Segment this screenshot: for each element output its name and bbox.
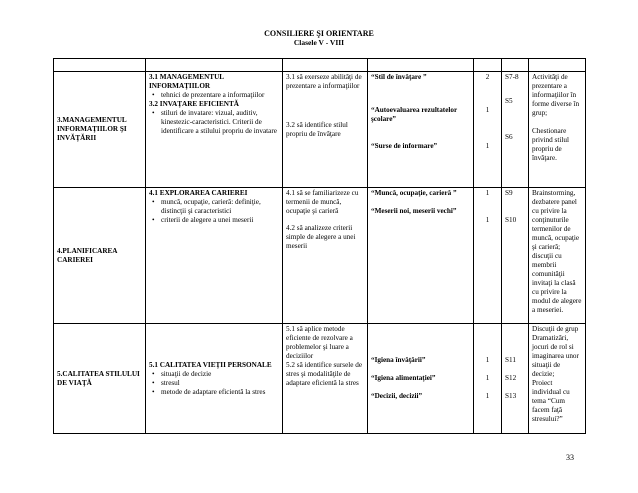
objectives-cell	[283, 188, 368, 324]
week-value: S10	[505, 216, 517, 224]
objective: 5.1 să aplice metode eficiente de rezolvare a problemelor şi luare a deciziilor	[286, 325, 353, 360]
hours-value: 2	[485, 73, 490, 81]
objective: 4.2 să analizeze criterii simple de alegere a unei meserii	[286, 224, 356, 250]
table-row	[54, 324, 586, 434]
list-item: • tehnici de prezentare a informaţiilor	[161, 91, 279, 100]
objective: 3.1 să exerseze abilităţi de prezentare a informaţiilor	[286, 73, 362, 90]
hours-value: 1	[485, 392, 490, 400]
theme: “Meserii noi, meserii vechi”	[371, 207, 457, 215]
unit-title: 4.1 EXPLORAREA CARIEREI	[149, 189, 248, 197]
week-value: S12	[505, 374, 517, 382]
activities-cell	[529, 188, 586, 324]
hours-value: 1	[485, 142, 490, 150]
content-cell	[146, 188, 283, 324]
objectives-cell	[283, 324, 368, 434]
list-item: • criterii de alegere a unei meserii	[161, 216, 279, 225]
content-cell	[146, 72, 283, 188]
hours-value: 1	[485, 216, 490, 224]
list-item: • stiluri de invatare: vizual, auditiv, kinestezic-caracteristici. Criterii de identificare a stilului propriu de invatare	[161, 109, 279, 136]
theme: “Decizii, decizii”	[371, 392, 423, 400]
theme: “Igiena alimentaţiei”	[371, 374, 436, 382]
hours-cell	[474, 72, 502, 188]
list-item: • stresul	[161, 379, 279, 388]
hours-value: 1	[485, 356, 490, 364]
unit-title: 3.2 INVAŢARE EFICIENTĂ	[149, 100, 239, 108]
list-item: • situaţii de decizie	[161, 370, 279, 379]
activity: Chestionare privind stilul propriu de învăţare.	[532, 127, 569, 162]
activity: Discuţii de grup	[532, 325, 579, 333]
page-subtitle: Clasele V - VIII	[293, 38, 345, 47]
week-value: S6	[505, 133, 513, 141]
theme: “Muncă, ocupaţie, carieră ”	[371, 189, 457, 197]
theme: “Stil de învăţare ”	[371, 73, 427, 81]
themes-cell	[368, 72, 474, 188]
page-title: CONSILIERE ŞI ORIENTARE	[264, 29, 374, 38]
week-value: S13	[505, 392, 517, 400]
objectives-cell	[283, 72, 368, 188]
content-cell	[146, 324, 283, 434]
hours-cell	[474, 188, 502, 324]
theme: “Surse de informare”	[371, 142, 438, 150]
curriculum-table	[53, 58, 586, 434]
table-row	[54, 72, 586, 188]
activity: Dramatizări, jocuri de rol si imaginarea unor situaţii de decizie;	[532, 334, 579, 378]
unit-title: 3.1 MANAGEMENTUL INFORMAŢIILOR	[149, 73, 224, 90]
week-value: S9	[505, 189, 513, 197]
hours-value: 1	[485, 189, 490, 197]
domain-cell: 5.CALITATEA STILULUI DE VIAŢĂ	[54, 324, 146, 434]
empty-header-row	[54, 59, 586, 72]
activity: discuţii cu membrii comunităţii invitaţi la clasă cu privire la modul de alegere a meseriei.	[532, 252, 582, 314]
list-item: • muncă, ocupaţie, carieră: definiţie, distincţii şi caracteristici	[161, 198, 279, 216]
activity: Brainstorming, dezbatere panel cu privire la conţinuturile termenilor de muncă, ocupaţie şi carieră;	[532, 189, 580, 251]
weeks-cell	[502, 188, 529, 324]
themes-cell	[368, 188, 474, 324]
activities-cell	[529, 324, 586, 434]
objective: 3.2 să identifice stilul propriu de învăţare	[286, 121, 348, 138]
objective: 5.2 să identifice sursele de stres şi modalităţile de adaptare eficientă la stres	[286, 361, 363, 387]
week-value: S5	[505, 97, 513, 105]
page-number: 33	[566, 453, 574, 462]
hours-value: 1	[485, 106, 490, 114]
themes-cell	[368, 324, 474, 434]
unit-title: 5.1 CALITATEA VIEŢII PERSONALE	[149, 360, 272, 369]
week-value: S11	[505, 356, 516, 364]
objective: 4.1 să se familiarizeze cu termenii de muncă, ocupaţie şi carieră	[286, 189, 359, 215]
table-row	[54, 188, 586, 324]
activity: Activităţi de prezentare a informaţiilor în forme diverse în grup;	[532, 73, 580, 117]
hours-cell	[474, 324, 502, 434]
hours-value: 1	[485, 374, 490, 382]
domain-cell: 3.MANAGEMENTUL INFORMAŢIILOR ŞI INVĂŢĂRII	[54, 72, 146, 188]
activities-cell	[529, 72, 586, 188]
weeks-cell	[502, 72, 529, 188]
activity: Proiect individual cu tema “Cum facem faţă stresului?”	[532, 379, 570, 423]
list-item: • metode de adaptare eficientă la stres	[161, 388, 279, 397]
theme: “Autoevaluarea rezultatelor şcolare”	[371, 106, 458, 123]
week-value: S7-8	[505, 73, 519, 81]
weeks-cell	[502, 324, 529, 434]
domain-cell: 4.PLANIFICAREA CARIEREI	[54, 188, 146, 324]
theme: “Igiena învăţării”	[371, 356, 426, 364]
